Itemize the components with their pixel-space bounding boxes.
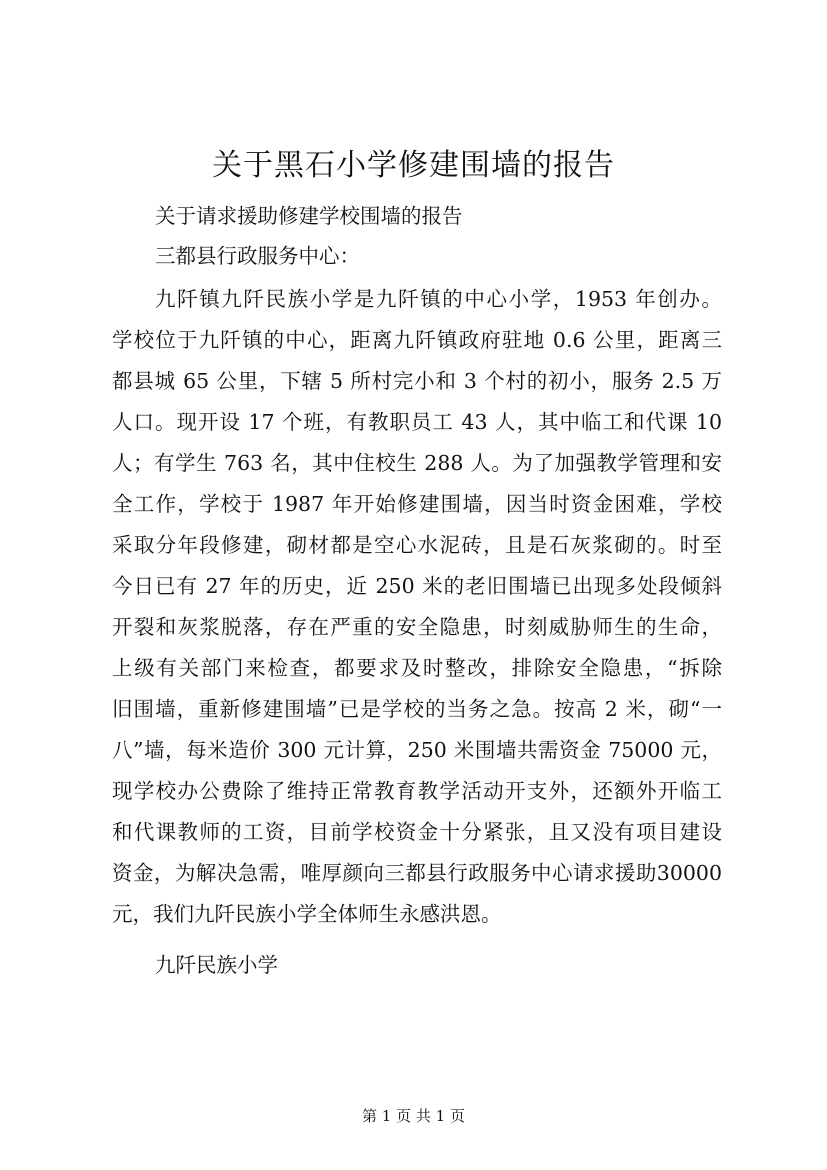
document-title: 关于黑石小学修建围墙的报告 (212, 148, 615, 183)
salutation: 三都县行政服务中心： (155, 244, 360, 268)
signature: 九阡民族小学 (155, 953, 278, 977)
document-subtitle: 关于请求援助修建学校围墙的报告 (155, 204, 463, 228)
body-line: 旧围墙，重新修建围墙”已是学校的当务之急。按高 2 米，砌“一 (112, 697, 722, 721)
body-line-last: 元，我们九阡民族小学全体师生永感洪恩。 (112, 902, 502, 926)
body-line: 人；有学生 763 名，其中住校生 288 人。为了加强教学管理和安 (112, 451, 722, 475)
body-line: 开裂和灰浆脱落，存在严重的安全隐患，时刻威胁师生的生命， (112, 615, 722, 639)
page-footer: 第 1 页 共 1 页 (362, 1107, 465, 1125)
body-line: 和代课教师的工资，目前学校资金十分紧张，且又没有项目建设 (112, 820, 722, 844)
body-line: 学校位于九阡镇的中心，距离九阡镇政府驻地 0.6 公里，距离三 (112, 328, 722, 352)
body-line: 采取分年段修建，砌材都是空心水泥砖，且是石灰浆砌的。时至 (112, 533, 722, 557)
body-line: 人口。现开设 17 个班，有教职员工 43 人，其中临工和代课 10 (112, 410, 722, 434)
body-line: 八”墙，每米造价 300 元计算，250 米围墙共需资金 75000 元， (112, 738, 722, 762)
body-line: 资金，为解决急需，唯厚颜向三都县行政服务中心请求援助30000 (112, 861, 722, 885)
body-line: 都县城 65 公里，下辖 5 所村完小和 3 个村的初小，服务 2.5 万 (112, 369, 722, 393)
body-line: 现学校办公费除了维持正常教育教学活动开支外，还额外开临工 (112, 779, 722, 803)
body-line: 上级有关部门来检查，都要求及时整改，排除安全隐患，“拆除 (112, 656, 722, 680)
body-line: 今日已有 27 年的历史，近 250 米的老旧围墙已出现多处段倾斜 (112, 574, 722, 598)
body-line: 全工作，学校于 1987 年开始修建围墙，因当时资金困难，学校 (112, 492, 722, 516)
body-line: 九阡镇九阡民族小学是九阡镇的中心小学，1953 年创办。 (155, 287, 722, 311)
